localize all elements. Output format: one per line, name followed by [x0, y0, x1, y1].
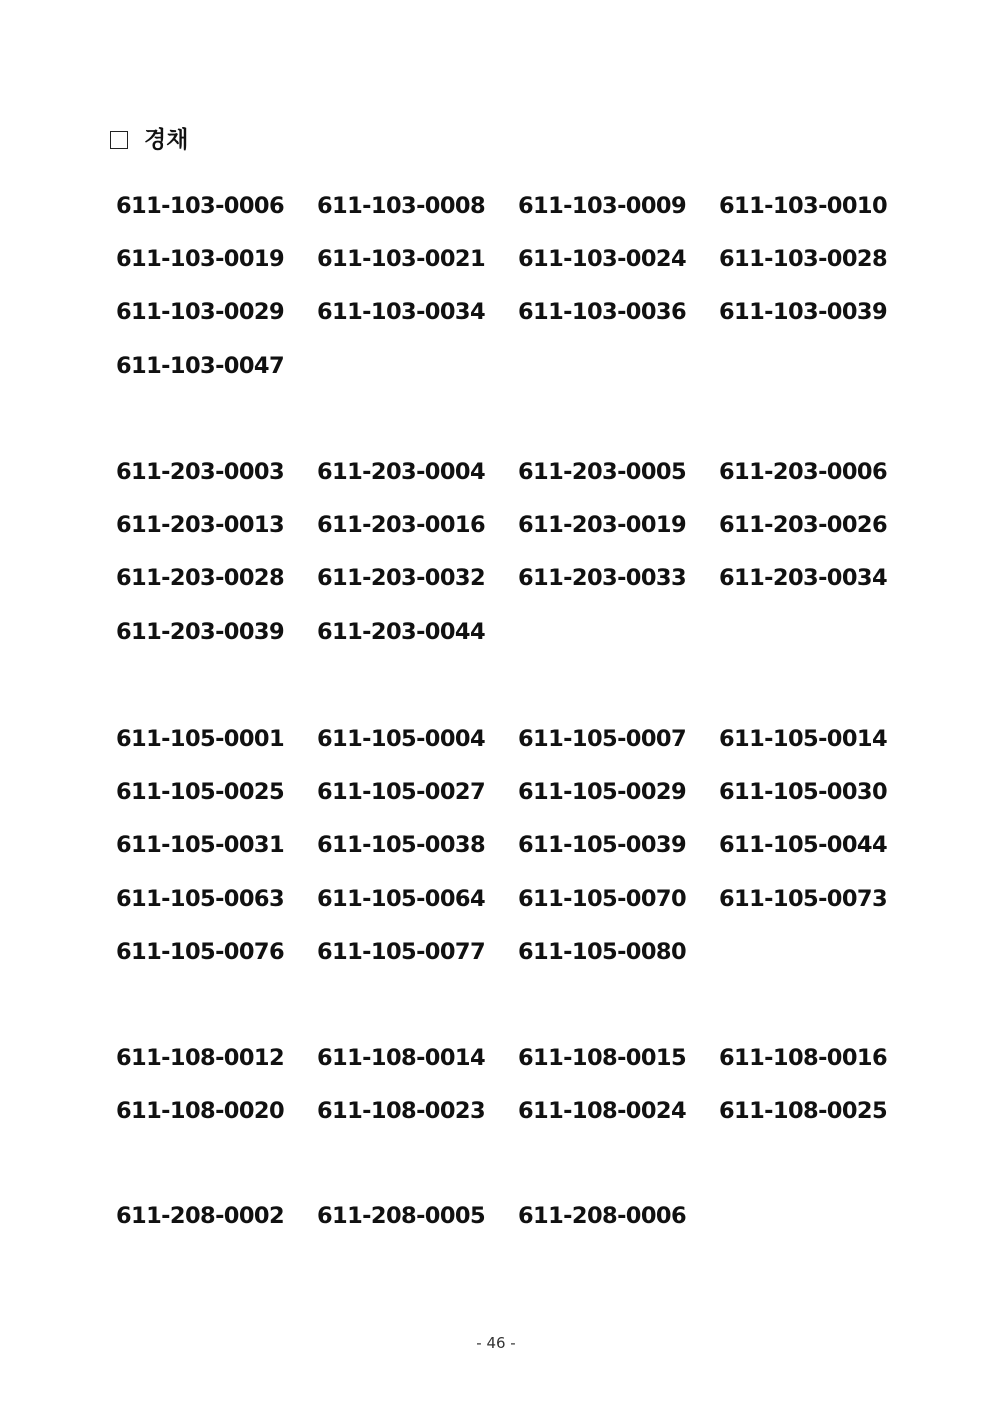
registration-code: 611-208-0005: [317, 1203, 486, 1229]
registration-code: 611-105-0073: [719, 885, 888, 912]
registration-code: 611-108-0016: [719, 1045, 888, 1071]
registration-code: 611-108-0014: [317, 1045, 486, 1071]
registration-code: 611-105-0007: [518, 726, 687, 752]
registration-code: 611-203-0005: [518, 459, 687, 485]
registration-code: 611-103-0028: [719, 246, 888, 273]
registration-code: 611-103-0019: [116, 246, 285, 273]
registration-code: 611-105-0001: [116, 726, 285, 752]
registration-code: 611-105-0029: [518, 779, 687, 806]
registration-code: 611-203-0013: [116, 512, 285, 539]
section-title: 경채: [144, 127, 189, 153]
registration-code: 611-203-0006: [719, 459, 888, 485]
registration-code: 611-203-0003: [116, 459, 285, 485]
registration-code: 611-203-0044: [317, 618, 486, 645]
registration-code: 611-103-0047: [116, 352, 285, 379]
registration-code: 611-105-0063: [116, 885, 285, 912]
registration-code: 611-203-0026: [719, 512, 888, 539]
registration-code: 611-203-0016: [317, 512, 486, 539]
registration-code: 611-103-0029: [116, 299, 285, 326]
registration-code: 611-105-0038: [317, 832, 486, 859]
registration-code: 611-108-0023: [317, 1098, 486, 1125]
registration-code: 611-203-0033: [518, 565, 687, 592]
registration-code: 611-105-0064: [317, 885, 486, 912]
registration-code: 611-105-0025: [116, 779, 285, 806]
registration-code: 611-105-0077: [317, 938, 486, 965]
registration-code: 611-105-0076: [116, 938, 285, 965]
code-group-103: [116, 180, 920, 393]
code-group-203: [116, 446, 920, 659]
registration-code: 611-203-0039: [116, 618, 285, 645]
registration-code: 611-103-0008: [317, 193, 486, 219]
registration-code: 611-203-0019: [518, 512, 687, 539]
registration-code: 611-105-0070: [518, 885, 687, 912]
section-heading: [110, 124, 188, 156]
registration-code: 611-105-0030: [719, 779, 888, 806]
registration-code: 611-208-0002: [116, 1203, 285, 1229]
registration-code: 611-105-0039: [518, 832, 687, 859]
registration-code: 611-108-0024: [518, 1098, 687, 1125]
checkbox-square-icon: [110, 131, 128, 149]
code-group-105: [116, 713, 920, 979]
registration-code: 611-105-0031: [116, 832, 285, 859]
registration-code: 611-103-0034: [317, 299, 486, 326]
registration-code: 611-108-0025: [719, 1098, 888, 1125]
code-group-208: [116, 1190, 920, 1243]
registration-code: 611-108-0015: [518, 1045, 687, 1071]
registration-code: 611-203-0034: [719, 565, 888, 592]
registration-code: 611-103-0036: [518, 299, 687, 326]
registration-code: 611-105-0080: [518, 938, 687, 965]
registration-code: 611-103-0009: [518, 193, 687, 219]
registration-code: 611-105-0044: [719, 832, 888, 859]
page-number: - 46 -: [476, 1334, 516, 1352]
registration-code: 611-105-0004: [317, 726, 486, 752]
registration-code: 611-103-0039: [719, 299, 888, 326]
registration-code: 611-203-0028: [116, 565, 285, 592]
registration-code: 611-108-0020: [116, 1098, 285, 1125]
registration-code: 611-103-0021: [317, 246, 486, 273]
registration-code: 611-203-0004: [317, 459, 486, 485]
registration-code: 611-103-0006: [116, 193, 285, 219]
code-group-108: [116, 1032, 920, 1138]
registration-code: 611-208-0006: [518, 1203, 687, 1229]
registration-code: 611-203-0032: [317, 565, 486, 592]
registration-code: 611-108-0012: [116, 1045, 285, 1071]
registration-code: 611-103-0010: [719, 193, 888, 219]
registration-code: 611-105-0014: [719, 726, 888, 752]
registration-code: 611-105-0027: [317, 779, 486, 806]
registration-code: 611-103-0024: [518, 246, 687, 273]
